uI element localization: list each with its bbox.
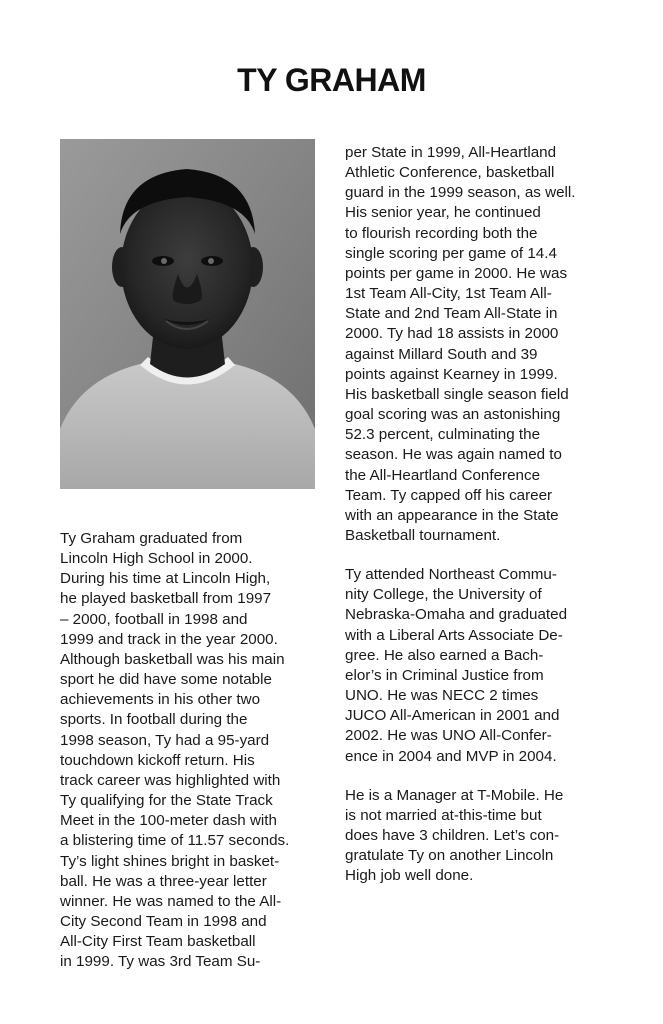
text-line: single scoring per game of 14.4 — [345, 244, 557, 262]
text-line: points against Kearney in 1999. — [345, 365, 558, 383]
paragraph-1 — [345, 143, 610, 546]
text-line: gratulate Ty on another Lincoln — [345, 847, 554, 865]
page-title: TY GRAHAM — [237, 62, 426, 98]
text-line: Ty attended Northeast Commu- — [345, 566, 557, 584]
text-line: His senior year, he continued — [345, 204, 541, 222]
portrait-photo — [60, 139, 315, 489]
text-line: is not married at-this-time but — [345, 806, 542, 824]
text-line: Ty qualifying for the State Track — [60, 792, 273, 810]
text-line: with a Liberal Arts Associate De- — [345, 626, 563, 644]
text-line: season. He was again named to — [345, 446, 562, 464]
text-line: State and 2nd Team All-State in — [345, 305, 558, 323]
text-line: in 1999. Ty was 3rd Team Su- — [60, 953, 261, 971]
text-line: 1998 season, Ty had a 95-yard — [60, 731, 270, 749]
text-line: achievements in his other two — [60, 691, 261, 709]
text-line: – 2000, football in 1998 and — [60, 610, 248, 628]
text-line: to flourish recording both the — [345, 224, 538, 242]
text-line: elor’s in Criminal Justice from — [345, 666, 544, 684]
text-line: JUCO All-American in 2001 and — [345, 707, 560, 725]
text-line: 1st Team All-City, 1st Team All- — [345, 285, 552, 303]
text-line: gree. He also earned a Bach- — [345, 646, 544, 664]
text-line: He is a Manager at T-Mobile. He — [345, 786, 564, 804]
text-line: 2002. He was UNO All-Confer- — [345, 727, 552, 745]
text-line: Basketball tournament. — [345, 526, 501, 544]
text-line: per State in 1999, All-Heartland — [345, 144, 557, 161]
text-line: ence in 2004 and MVP in 2004. — [345, 747, 557, 765]
text-line: Team. Ty capped off his career — [345, 486, 553, 504]
text-line: Ty Graham graduated from — [60, 530, 243, 547]
text-line: sports. In football during the — [60, 711, 248, 729]
right-column-text — [345, 143, 610, 886]
text-line: goal scoring was an astonishing — [345, 406, 561, 424]
paragraph-3 — [345, 786, 610, 887]
text-line: track career was highlighted with — [60, 771, 281, 789]
text-line: against Millard South and 39 — [345, 345, 538, 363]
text-line: Athletic Conference, basketball — [345, 164, 555, 182]
text-line: Meet in the 100-meter dash with — [60, 812, 277, 830]
text-line: 2000. Ty had 18 assists in 2000 — [345, 325, 559, 343]
text-line: High job well done. — [345, 867, 474, 885]
text-line: ball. He was a three-year letter — [60, 872, 267, 890]
text-line: UNO. He was NECC 2 times — [345, 687, 539, 705]
text-line: he played basketball from 1997 — [60, 590, 272, 608]
text-line: with an appearance in the State — [345, 506, 559, 524]
left-column-text — [60, 529, 322, 972]
text-line: winner. He was named to the All- — [60, 892, 282, 910]
text-line: During his time at Lincoln High, — [60, 570, 271, 588]
text-line: City Second Team in 1998 and — [60, 912, 267, 930]
text-line: points per game in 2000. He was — [345, 264, 568, 282]
text-line: Nebraska-Omaha and graduated — [345, 606, 568, 624]
text-line: Lincoln High School in 2000. — [60, 550, 253, 568]
text-line: All-City First Team basketball — [60, 933, 256, 951]
text-line: Ty’s light shines bright in basket- — [60, 852, 280, 870]
text-line: touchdown kickoff return. His — [60, 751, 255, 769]
text-line: sport he did have some notable — [60, 671, 272, 689]
text-line: 52.3 percent, culminating the — [345, 426, 541, 444]
paragraph-2 — [345, 565, 610, 767]
text-line: nity College, the University of — [345, 586, 542, 604]
text-line: guard in the 1999 season, as well. — [345, 184, 576, 202]
text-line: His basketball single season field — [345, 385, 569, 403]
text-line: Although basketball was his main — [60, 650, 285, 668]
text-line: the All-Heartland Conference — [345, 466, 541, 484]
text-line: a blistering time of 11.57 seconds. — [60, 832, 290, 850]
text-line: does have 3 children. Let’s con- — [345, 827, 560, 844]
text-line: 1999 and track in the year 2000. — [60, 630, 278, 648]
